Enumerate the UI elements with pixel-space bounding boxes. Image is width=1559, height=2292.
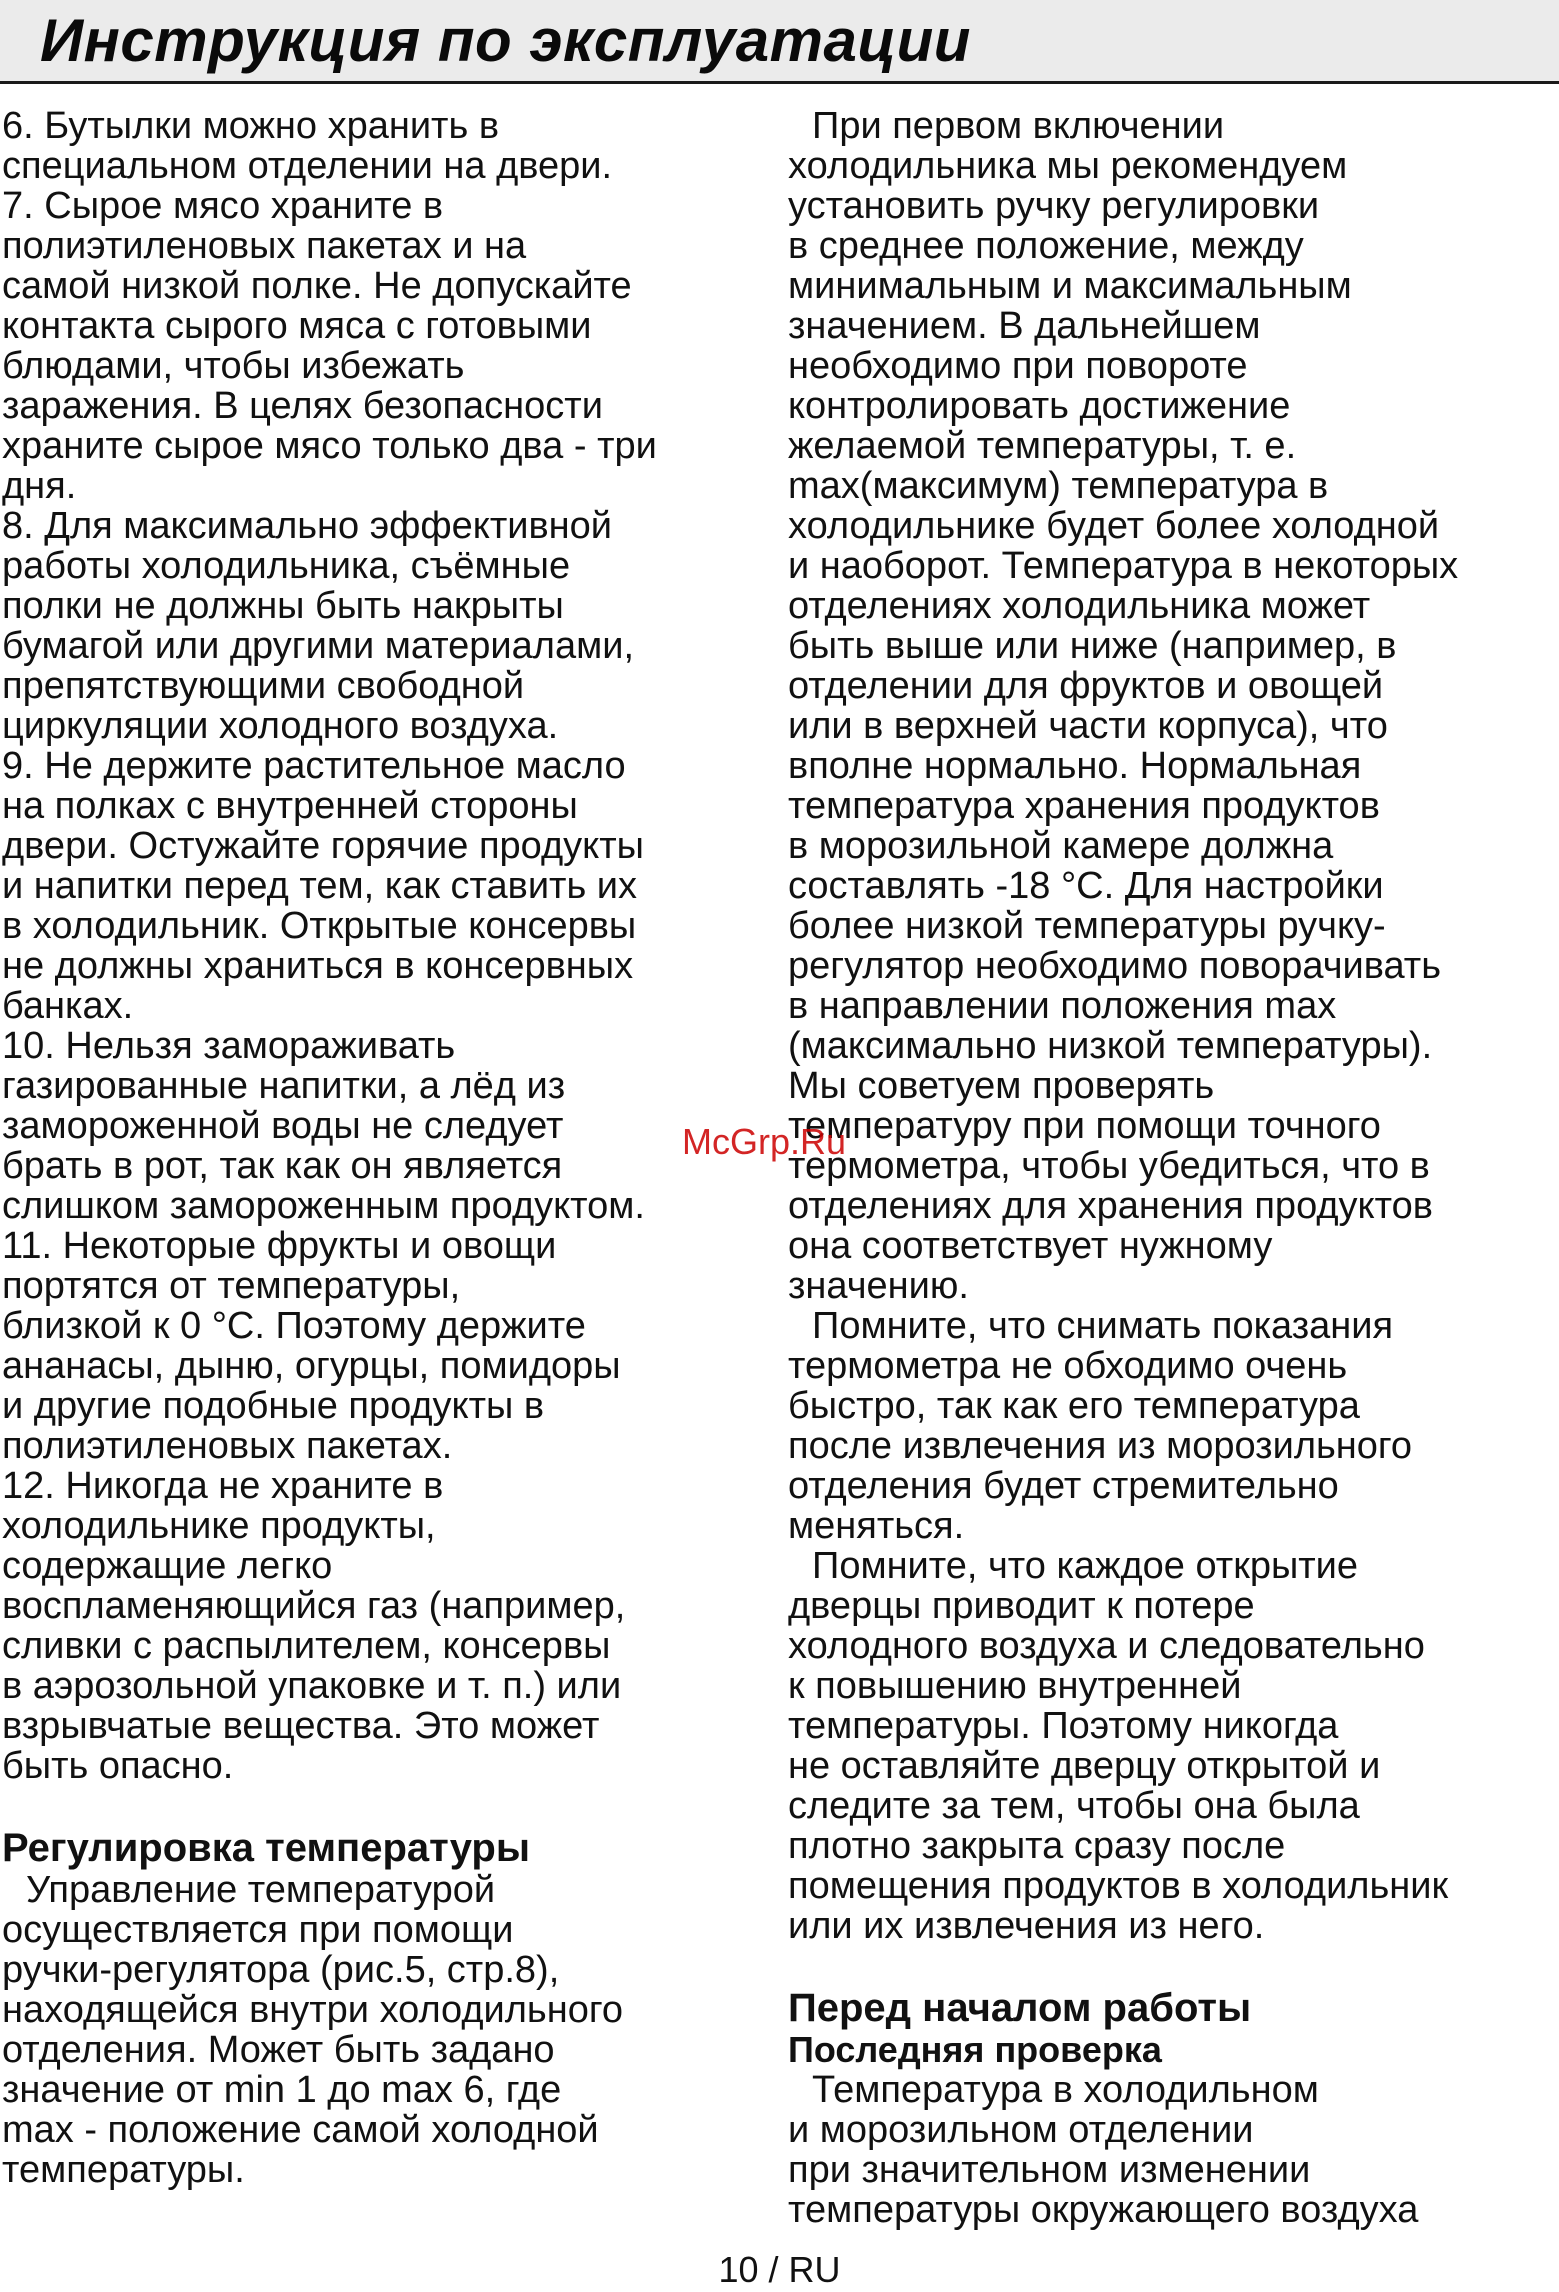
- left-column: [2, 106, 772, 2190]
- list-item: 7. Сырое мясо храните в полиэтиленовых пакетах и на самой низкой полке. Не допускайте контакта сырого мяса с готовыми блюдами, чтобы избежать заражения. В целях безопасности храните сырое мясо только два - три дня.: [2, 185, 657, 507]
- paragraph-thermometer: Помните, что снимать показания термометра не обходимо очень быстро, так как его температура после извлечения из морозильного отделения будет стремительно меняться.: [788, 1305, 1413, 1547]
- before-start-heading: Перед началом работы: [788, 1986, 1252, 2030]
- list-item: 9. Не держите растительное масло на полках с внутренней стороны двери. Остужайте горячие продукты и напитки перед тем, как ставить их в холодильник. Открытые консервы не должны храниться в консервных банках.: [2, 745, 644, 1027]
- watermark: McGrp.Ru: [682, 1121, 847, 1162]
- temperature-control-heading: Регулировка температуры: [2, 1826, 531, 1870]
- page-header: [0, 0, 1559, 84]
- right-column: [788, 106, 1558, 2230]
- list-item: 8. Для максимально эффективной работы холодильника, съёмные полки не должны быть накрыты бумагой или другими материалами, препятствующими свободной циркуляции холодного воздуха.: [2, 505, 635, 747]
- paragraph-final-check: Температура в холодильном и морозильном отделении при значительном изменении температуры окружающего воздуха: [788, 2069, 1419, 2231]
- page-number: 10 / RU: [718, 2249, 841, 2290]
- page-title: Инструкция по эксплуатации: [40, 7, 971, 74]
- list-item: 10. Нельзя замораживать газированные напитки, а лёд из замороженной воды не следует брать в рот, так как он является слишком замороженным продуктом.: [2, 1025, 645, 1227]
- paragraph-door-opening: Помните, что каждое открытие дверцы приводит к потере холодного воздуха и следовательно к повышению внутренней температуры. Поэтому никогда не оставляйте дверцу открытой и следите за тем, чтобы она была плотно закрыта сразу после помещения продуктов в холодильник или их извлечения из него.: [788, 1545, 1449, 1947]
- paragraph-first-use: При первом включении холодильника мы рекомендуем установить ручку регулировки в среднее положение, между минимальным и максимальным значением. В дальнейшем необходимо при повороте контролировать достижение желаемой температуры, т. е. max(максимум) температура в холодильнике будет более холодной и наоборот. Температура в некоторых отделениях холодильника может быть выше или ниже (например, в отделении для фруктов и овощей или в верхней части корпуса), что вполне нормально. Нормальная температура хранения продуктов в морозильной камере должна составлять -18 °С. Для настройки более низкой температуры ручку- регулятор необходимо поворачивать в направлении положения max (максимально низкой температуры). Мы советуем проверять температуру при помощи точного термометра, чтобы убедиться, что в отделениях для хранения продуктов она соответствует нужному значению.: [788, 105, 1459, 1307]
- list-item: 11. Некоторые фрукты и овощи портятся от температуры, близкой к 0 °С. Поэтому держите ананасы, дыню, огурцы, помидоры и другие подобные продукты в полиэтиленовых пакетах.: [2, 1225, 621, 1467]
- temperature-control-paragraph: Управление температурой осуществляется при помощи ручки-регулятора (рис.5, стр.8), находящейся внутри холодильного отделения. Может быть задано значение от min 1 до max 6, где max - положение самой холодной температуры.: [2, 1869, 623, 2191]
- final-check-subheading: Последняя проверка: [788, 2029, 1162, 2070]
- list-item: 6. Бутылки можно хранить в специальном отделении на двери.: [2, 105, 613, 187]
- list-item: 12. Никогда не храните в холодильнике продукты, содержащие легко воспламеняющийся газ (например, сливки с распылителем, консервы в аэрозольной упаковке и т. п.) или взрывчатые вещества. Это может быть опасно.: [2, 1465, 626, 1787]
